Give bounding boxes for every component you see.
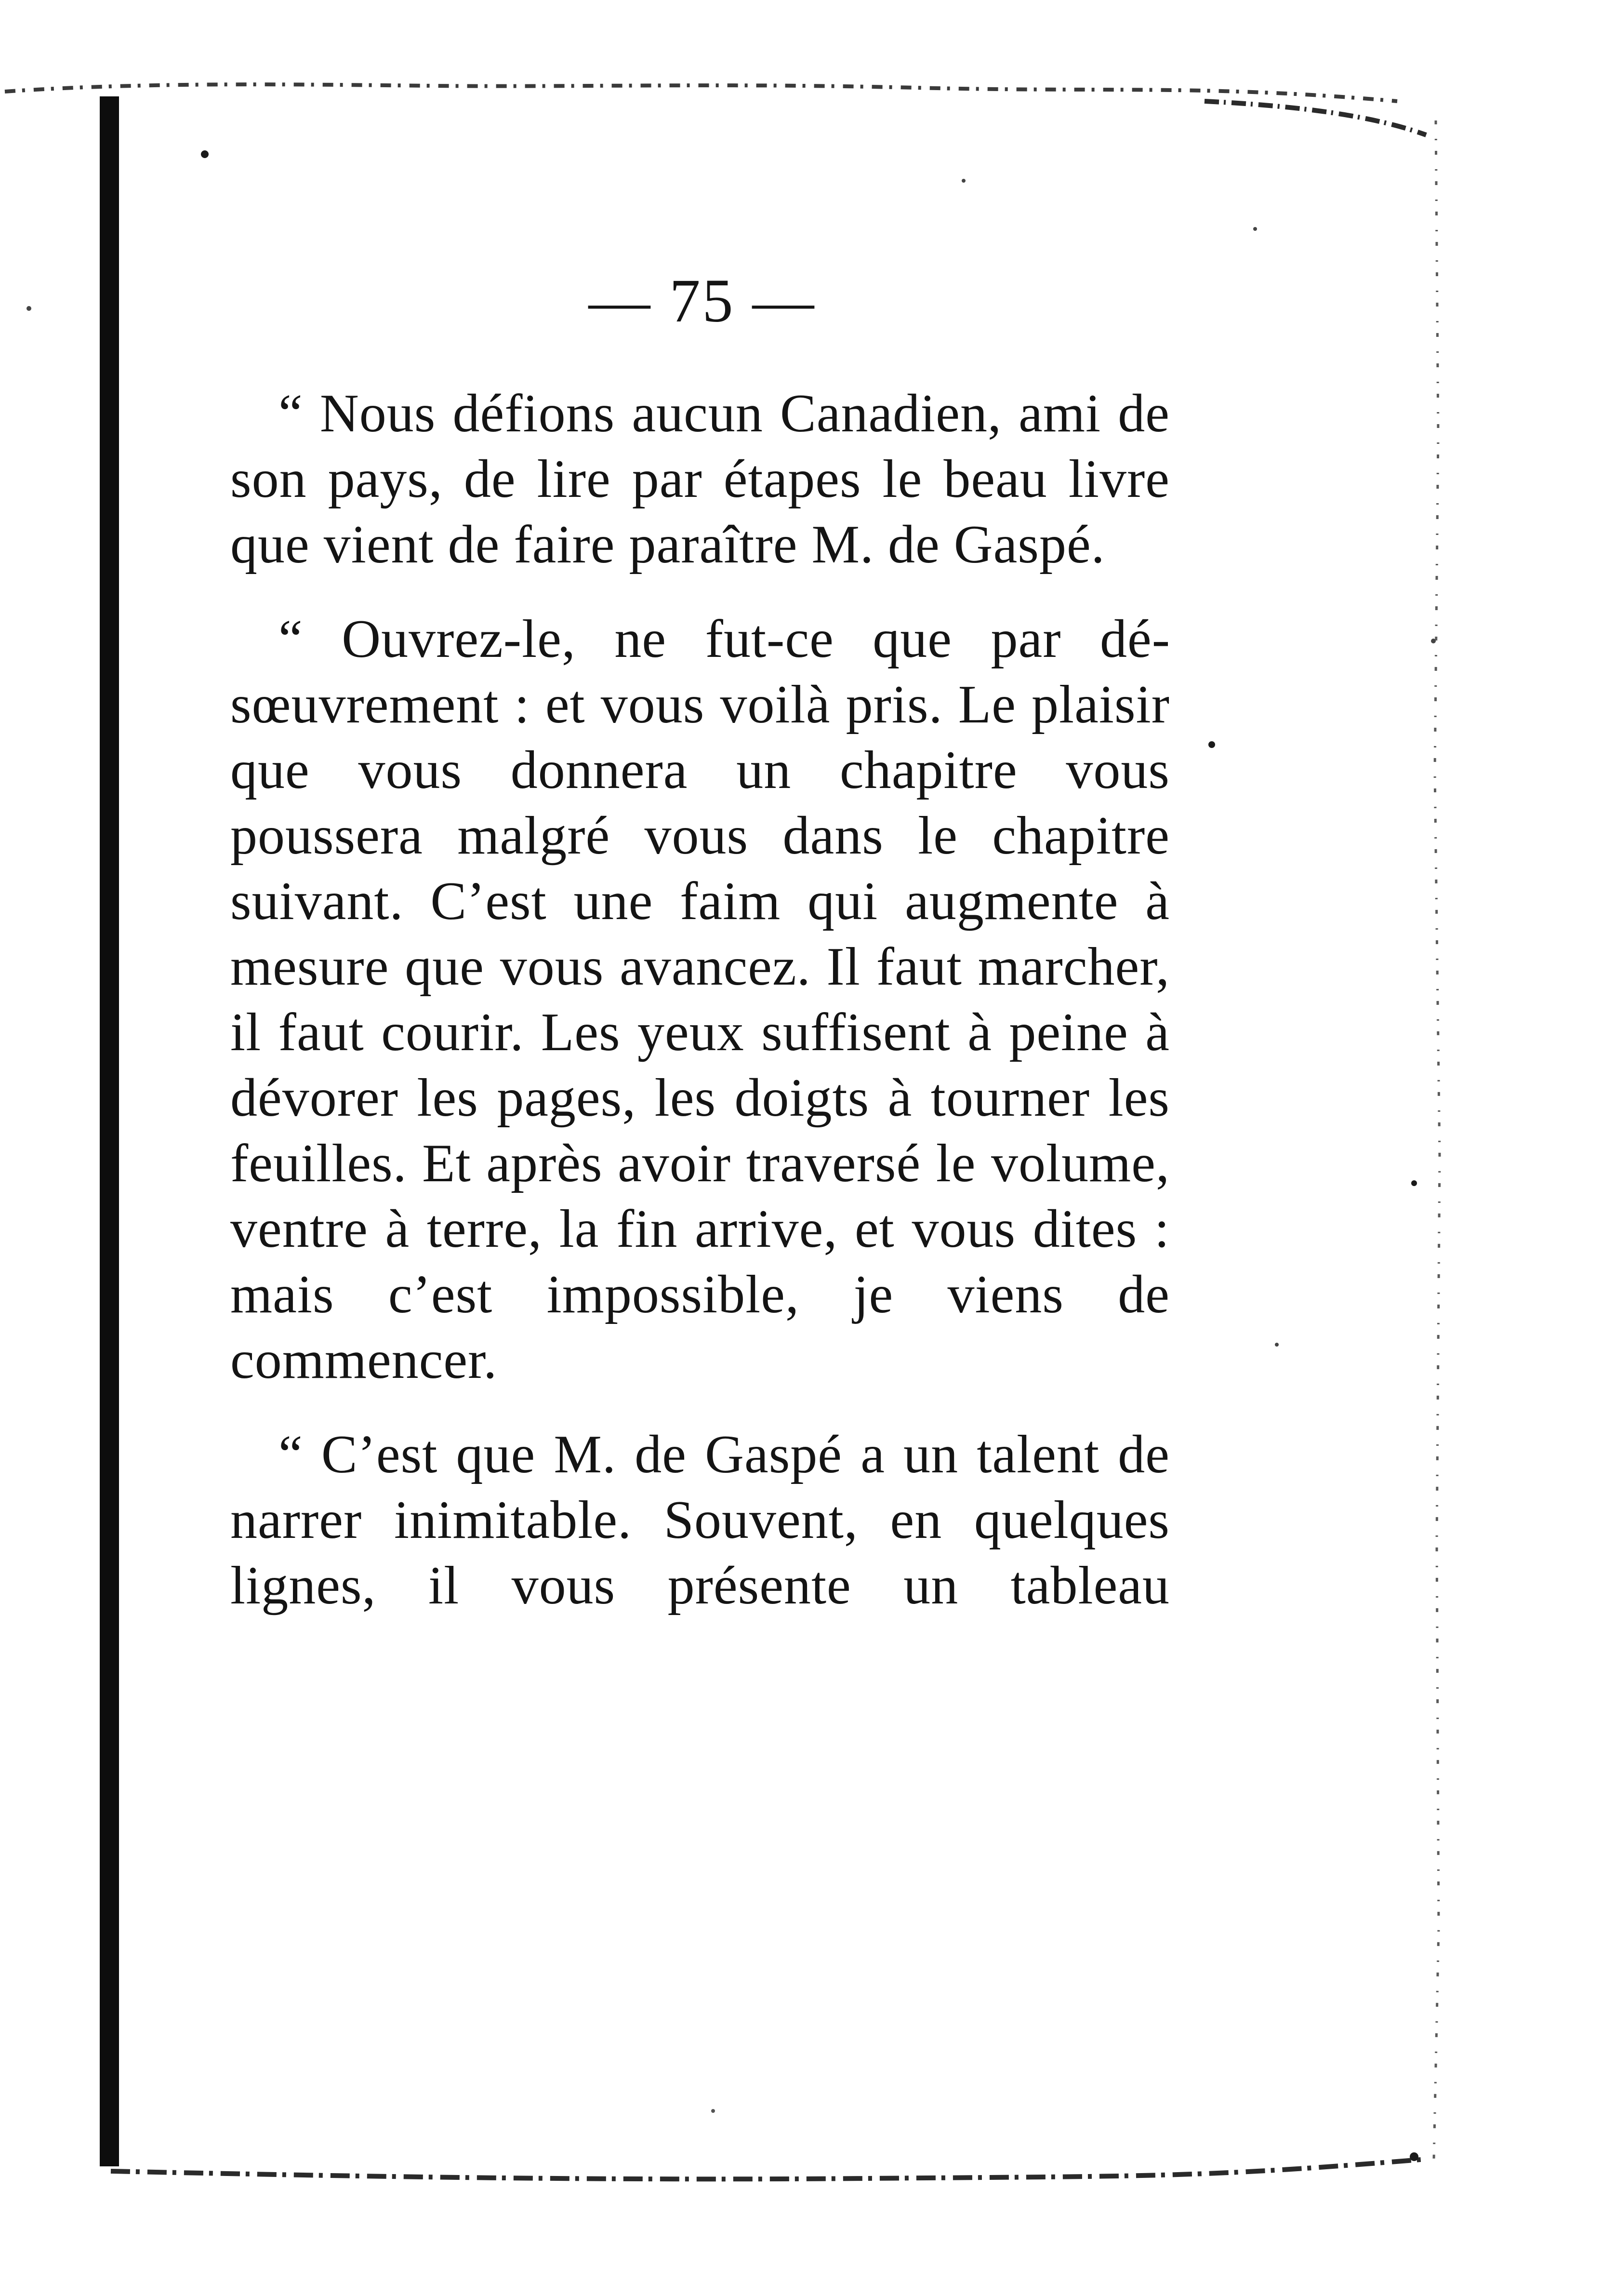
- paragraph-3: “ C’est que M. de Gaspé a un talent de narrer inimitable. Souvent, en quelques lignes, il vous présente un tableau: [230, 1425, 1170, 1615]
- paragraph-1: “ Nous défions aucun Canadien, ami de son pays, de lire par étapes le beau livre que vient de faire paraître M. de Gaspé.: [230, 384, 1170, 574]
- paragraph-2: “ Ouvrez-le, ne fut-ce que par désœuvrement : et vous voilà pris. Le plaisir que vous donnera un chapitre vous poussera malgré vous dans le chapitre suivant. C’est une faim qui augmente à mesure que vous avancez. Il faut marcher, il faut courir. Les yeux suffisent à peine à dévorer les pages, les doigts à tourner les feuilles. Et après avoir traversé le volume, ventre à terre, la fin arrive, et vous dites : mais c’est impossible, je viens de commencer.: [230, 609, 1170, 1390]
- body-text: [230, 381, 1170, 1618]
- binding-edge: [100, 96, 119, 2166]
- page-number: — 75 —: [588, 267, 816, 335]
